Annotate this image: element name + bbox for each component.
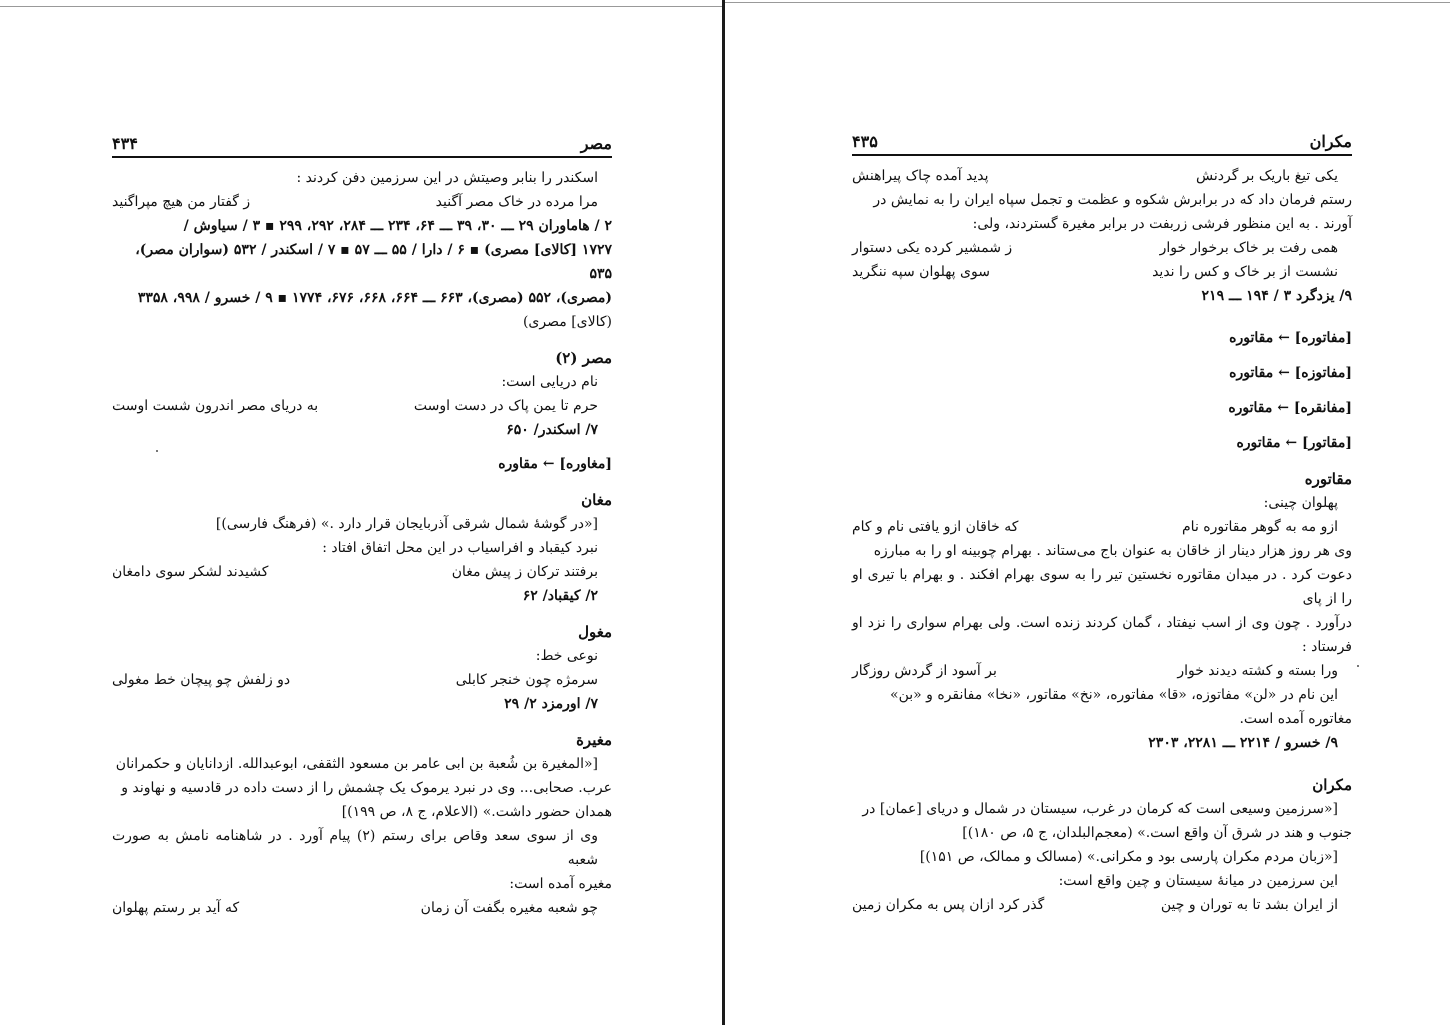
hemistich-second: ز گفتار من هیچ مپراگنید bbox=[112, 194, 251, 210]
top-edge-line-right bbox=[725, 2, 1450, 3]
hemistich-second: به دریای مصر اندرون شست اوست bbox=[112, 398, 319, 414]
hemistich-first: چو شعبه مغیره بگفت آن زمان bbox=[420, 900, 598, 916]
entry-text-line: جنوب و هند در شرق آن واقع است.» (معجم‌البلدان، ج ۵، ص ۱۸۰)] bbox=[962, 825, 1352, 841]
hemistich-first: یکی تیغ باریک بر گردنش bbox=[1195, 168, 1338, 184]
hemistich-first: همی رفت بر خاک برخوار خوار bbox=[1159, 240, 1338, 256]
entry-text-line: رستم فرمان داد که در برابرش شکوه و عظمت و تجمل سپاه ایران را به نمایش در bbox=[873, 192, 1352, 208]
left-page bbox=[112, 132, 612, 920]
entry-text-line: این نام در «لن» مفاتوزه، «قا» مفاتوره، «نخ» مقاتور، «نخا» مفانقره و «بن» bbox=[890, 687, 1338, 703]
hemistich-second: بر آسود از گردش روزگار bbox=[852, 663, 997, 679]
entry-headword: مغان bbox=[581, 491, 612, 509]
entry-headword: مقاتوره bbox=[1304, 470, 1352, 488]
entry-text-line: مغیره آمده است: bbox=[509, 876, 612, 892]
hemistich-second: کشیدند لشکر سوی دامغان bbox=[112, 564, 269, 580]
hemistich-second: که خاقان ازو یافتی نام و کام bbox=[852, 519, 1019, 535]
entry-reference: ۷/ اورمزد ۲/ ۲۹ bbox=[504, 696, 598, 712]
running-head: مصر bbox=[580, 134, 612, 153]
hemistich-second: پدید آمده چاک پیراهنش bbox=[852, 168, 989, 184]
right-page bbox=[852, 130, 1352, 917]
hemistich-second: سوی پهلوان سپه ننگرید bbox=[852, 264, 990, 280]
entry-text-line: آورند . به این منظور فرشی زربفت در برابر مغیرة گستردند، ولی: bbox=[972, 216, 1352, 232]
running-head: مکران bbox=[1309, 132, 1352, 151]
verse bbox=[112, 668, 612, 692]
cross-reference: [مفاتوره] ← مقاتوره bbox=[1229, 330, 1352, 346]
verse bbox=[852, 164, 1352, 188]
entry-continuation bbox=[112, 166, 612, 334]
entry-reference: ۷/ اسکندر/ ۶۵۰ bbox=[506, 422, 598, 438]
hemistich-second: گذر کرد ازان پس به مکران زمین bbox=[852, 897, 1045, 913]
entry-reference: ۹/ یزدگرد ۳ / ۱۹۴ ـــ ۲۱۹ bbox=[1201, 288, 1352, 304]
entry-headword: مغیرة bbox=[576, 731, 612, 749]
left-page-header bbox=[112, 132, 612, 158]
hemistich-first: نشست از بر خاک و کس را ندید bbox=[1152, 264, 1338, 280]
top-edge-line-left bbox=[0, 6, 722, 7]
entry-headword: مکران bbox=[1312, 776, 1352, 794]
entry-text-line: همدان حضور داشت.» (الاعلام، ج ۸، ص ۱۹۹)] bbox=[341, 804, 612, 820]
verse bbox=[112, 560, 612, 584]
entry-headword: مغول bbox=[578, 623, 612, 641]
page-number: ۴۳۵ bbox=[852, 132, 878, 151]
entry-text-line: عرب. صحابی... وی در نبرد یرموک یک چشمش را از دست داده در قادسیه و نهاوند و bbox=[121, 780, 612, 796]
entry-text-line: این سرزمین در میانهٔ سیستان و چین واقع است: bbox=[1058, 873, 1338, 889]
hemistich-first: ورا بسته و کشته دیدند خوار bbox=[1177, 663, 1338, 679]
hemistich-first: برفتند ترکان ز پیش مغان bbox=[451, 564, 598, 580]
verse bbox=[852, 515, 1352, 539]
book-gutter bbox=[722, 0, 725, 1025]
reference-line: ۲ / هاماوران ۲۹ ـــ ۳۰، ۳۹ ـــ ۶۴، ۲۳۴ ـــ ۲۸۴، ۲۹۲، ۲۹۹ ▪ ۳ / سیاوش / bbox=[183, 218, 612, 234]
entry-text-line: دعوت کرد . در میدان مقاتوره نخستین تیر را به سوی بهرام افکند . و بهرام با تیری او را از پای bbox=[852, 567, 1352, 607]
entry-intro: اسکندر را بنابر وصیتش در این سرزمین دفن کردند : bbox=[296, 170, 598, 186]
hemistich-first: از ایران بشد تا به توران و چین bbox=[1160, 897, 1338, 913]
verse bbox=[852, 893, 1352, 917]
verse bbox=[112, 190, 612, 214]
verse bbox=[112, 394, 612, 418]
hemistich-first: ازو مه به گوهر مقاتوره نام bbox=[1182, 519, 1338, 535]
hemistich-first: حرم تا یمن پاک در دست اوست bbox=[413, 398, 598, 414]
entry-description: پهلوان چینی: bbox=[1263, 495, 1338, 511]
verse bbox=[852, 659, 1352, 683]
hemistich-first: سرمژه چون خنجر کابلی bbox=[455, 672, 598, 688]
hemistich-first: مرا مرده در خاک مصر آگنید bbox=[435, 194, 598, 210]
reference-line: (کالای] مصری) bbox=[522, 314, 612, 330]
entry-text-line: [«زبان مردم مکران پارسی بود و مکرانی.» (مسالک و ممالک، ص ۱۵۱)] bbox=[919, 849, 1338, 865]
reference-line: ۱۷۲۷ [کالای] مصری) ▪ ۶ / دارا / ۵۵ ـــ ۵۷ ▪ ۷ / اسکندر / ۵۳۲ (سواران مصر)، ۵۳۵ bbox=[135, 242, 612, 282]
cross-reference: [مغاوره] ← مقاوره bbox=[498, 456, 612, 472]
entry-text-line: وی هر روز هزار دینار از خاقان به عنوان باج می‌ستاند . بهرام چوبینه او را به مبارزه bbox=[873, 543, 1352, 559]
page-number: ۴۳۴ bbox=[112, 134, 138, 153]
entry-text-line: درآورد . چون وی از اسب نیفتاد ، گمان کردند زنده است. ولی بهرام سواری را نزد او فرستاد : bbox=[852, 615, 1352, 655]
hemistich-second: ز شمشیر کرده یکی دستوار bbox=[852, 240, 1013, 256]
entry-text-line: [«المغیرة بن شُعبة بن ابی عامر بن مسعود الثقفی، ابوعبدالله. ازدانایان و حکمرانان bbox=[115, 756, 598, 772]
cross-reference: [مفاتوزه] ← مقاتوره bbox=[1229, 365, 1352, 381]
cross-reference: [مفانقره] ← مقاتوره bbox=[1228, 400, 1352, 416]
verse bbox=[852, 260, 1352, 284]
cross-reference: [مقاتور] ← مقاتوره bbox=[1236, 435, 1352, 451]
entry-text-line: [«سرزمین وسیعی است که کرمان در غرب، سیستان در شمال و دریای [عمان] در bbox=[862, 801, 1338, 817]
verse bbox=[112, 896, 612, 920]
right-page-header bbox=[852, 130, 1352, 156]
verse bbox=[852, 236, 1352, 260]
entry-text-line: مغاتوره آمده است. bbox=[1239, 711, 1352, 727]
entry-quote: [«در گوشهٔ شمال شرقی آذربایجان قرار دارد .» (فرهنگ فارسی)] bbox=[215, 516, 598, 532]
entry-text-line: وی از سوی سعد وقاص برای رستم (۲) پیام آورد . در شاهنامه نامش به صورت شعبه bbox=[112, 828, 598, 868]
entry-reference: ۲/ کیقباد/ ۶۲ bbox=[522, 588, 598, 604]
entry-reference: ۹/ خسرو / ۲۲۱۴ ـــ ۲۲۸۱، ۲۳۰۳ bbox=[1148, 735, 1338, 751]
entry-description: نوعی خط: bbox=[535, 648, 598, 664]
scan-speck bbox=[1357, 665, 1359, 667]
reference-line: (مصری)، ۵۵۲ (مصری)، ۶۶۳ ـــ ۶۶۴، ۶۶۸، ۶۷۶، ۱۷۷۴ ▪ ۹ / خسرو / ۹۹۸، ۳۳۵۸ bbox=[137, 290, 612, 306]
hemistich-second: دو زلفش چو پیچان خط مغولی bbox=[112, 672, 291, 688]
entry-description: نبرد کیقباد و افراسیاب در این محل اتفاق افتاد : bbox=[322, 540, 598, 556]
entry-headword: مصر (۲) bbox=[555, 349, 612, 367]
entry-description: نام دریایی است: bbox=[501, 374, 598, 390]
hemistich-second: که آید بر رستم پهلوان bbox=[112, 900, 240, 916]
